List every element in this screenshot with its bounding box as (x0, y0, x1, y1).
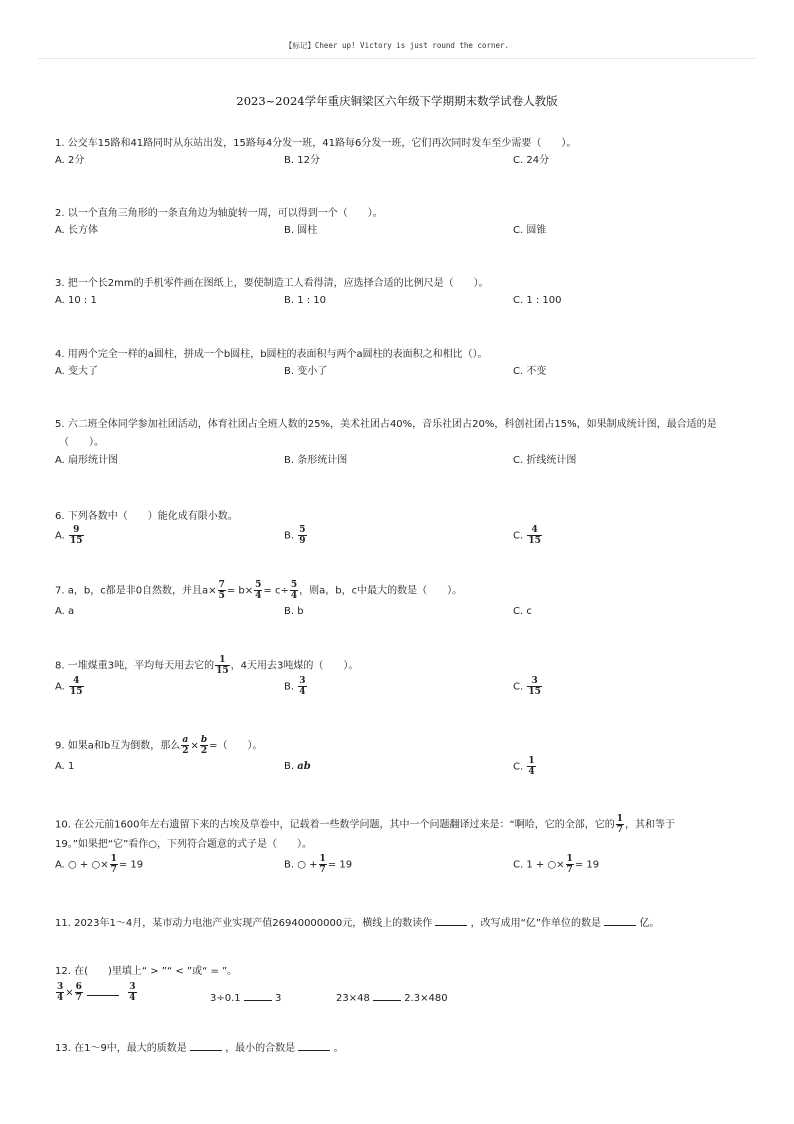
denominator: 5 (218, 591, 225, 601)
stem-text: 7. a，b，c都是非0自然数，并且a× (55, 585, 217, 597)
fraction (527, 676, 542, 697)
answer-blank[interactable] (298, 1040, 330, 1051)
option-c: C. c (513, 606, 532, 617)
fraction (215, 655, 230, 676)
denominator: 2 (182, 746, 189, 756)
header-note: 【标记】Cheer up! Victory is just round the corner. (284, 41, 510, 50)
stem-text: ，则a，b，c中最大的数是（ ）。 (299, 585, 463, 597)
numerator: 1 (528, 756, 535, 766)
answer-blank[interactable] (435, 915, 467, 926)
fraction (56, 982, 64, 1003)
option-c (513, 756, 537, 777)
expression-left: 23×48 (336, 993, 370, 1004)
question-8 (55, 655, 745, 702)
numerator: 4 (69, 676, 84, 687)
option-label: A. ○ + ○× (55, 859, 109, 871)
stem-text: 13. 在1～9中，最大的质数是 (55, 1043, 187, 1054)
option-b: B. 1 : 10 (284, 295, 327, 306)
numerator: 3 (57, 982, 64, 992)
option-label: B. (284, 681, 295, 693)
question-stem (55, 580, 745, 601)
option-label: C. (513, 681, 524, 693)
option-a: A. 长方体 (55, 225, 99, 236)
fraction (75, 982, 83, 1003)
option-a: A. 扇形统计图 (55, 455, 119, 466)
question-2 (55, 205, 745, 240)
denominator: 4 (290, 591, 298, 601)
page-title: 2023~2024学年重庆铜梁区六年级下学期期末数学试卷人教版 (236, 94, 558, 108)
option-label: A. (55, 530, 65, 542)
option-c: C. 圆锥 (513, 225, 547, 236)
question-5 (55, 416, 745, 470)
option-a: A. 变大了 (55, 366, 99, 377)
option-label: C. (513, 530, 524, 542)
question-stem-continued: （ ）。 (59, 437, 104, 448)
denominator: 2 (200, 746, 208, 756)
comparison-2 (210, 990, 281, 1007)
fraction (527, 756, 535, 777)
fraction (527, 525, 542, 546)
numerator: 5 (255, 580, 262, 590)
option-b (284, 758, 311, 775)
fraction (69, 676, 84, 697)
fraction (290, 580, 298, 601)
option-b: B. 变小了 (284, 366, 328, 377)
question-13 (55, 1040, 745, 1057)
option-b: B. 圆柱 (284, 225, 318, 236)
question-stem (55, 814, 745, 835)
numerator: 9 (69, 525, 84, 536)
option-c (513, 854, 599, 875)
numerator: 3 (129, 982, 136, 992)
fraction (319, 854, 327, 875)
question-3 (55, 275, 745, 310)
numerator: 7 (218, 580, 225, 590)
denominator: 4 (299, 687, 306, 697)
numerator: 4 (527, 525, 542, 536)
option-a: A. a (55, 606, 75, 617)
question-4 (55, 346, 745, 381)
option-a (55, 525, 85, 546)
option-c: C. 24分 (513, 155, 550, 166)
option-text: = 19 (118, 859, 144, 871)
stem-text: ，4天用去3吨煤的（ ）。 (230, 660, 359, 672)
option-text: = 19 (574, 859, 600, 871)
numerator: 1 (215, 655, 230, 666)
option-label: C. 1 + ○× (513, 859, 565, 871)
option-b: B. 12分 (284, 155, 320, 166)
fraction (218, 580, 226, 601)
fraction (254, 580, 262, 601)
question-stem: 5. 六二班全体同学参加社团活动，体育社团占全班人数的25%，美术社团占40%，音乐社团占20%，科创社团占15%，如果制成统计图，最合适的是 (55, 419, 717, 430)
fraction (616, 814, 624, 835)
expression-left: 3÷0.1 (210, 993, 241, 1004)
question-stem: 4. 用两个完全一样的a圆柱，拼成一个b圆柱，b圆柱的表面积与两个a圆柱的表面积之和相比（）。 (55, 349, 488, 360)
stem-text: 亿。 (639, 918, 660, 929)
denominator: 15 (528, 536, 541, 546)
question-9 (55, 735, 745, 782)
question-11 (55, 915, 745, 932)
option-label: B. ○ + (284, 859, 318, 871)
option-c (513, 676, 543, 697)
denominator: 7 (75, 993, 82, 1003)
denominator: 4 (255, 591, 262, 601)
option-label: B. (284, 530, 295, 542)
answer-blank[interactable] (373, 990, 401, 1001)
denominator: 9 (299, 536, 306, 546)
numerator: 1 (319, 854, 326, 864)
option-a: A. 10 : 1 (55, 295, 97, 306)
numerator: 1 (110, 854, 117, 864)
question-stem-continued: 19。”如果把“它”看作○，下列符合题意的式子是（ ）。 (55, 839, 312, 850)
fraction (69, 525, 84, 546)
option-c (513, 525, 543, 546)
numerator: 5 (290, 580, 298, 590)
stem-text: =（ ）。 (209, 740, 263, 752)
numerator: 3 (299, 676, 306, 686)
stem-text: 11. 2023年1～4月，某市动力电池产业实现产值26940000000元，横线上的数读作 (55, 918, 433, 929)
numerator: 3 (527, 676, 542, 687)
option-a (55, 676, 85, 697)
stem-text: = c÷ (263, 585, 289, 597)
denominator: 15 (70, 536, 83, 546)
denominator: 4 (57, 993, 64, 1003)
question-6 (55, 508, 745, 551)
question-12 (55, 963, 745, 1012)
numerator: 1 (566, 854, 573, 864)
option-b (284, 525, 308, 546)
option-text: = 19 (327, 859, 353, 871)
question-stem (55, 1040, 745, 1057)
comparison-1 (55, 982, 138, 1003)
question-stem: 3. 把一个长2mm的手机零件画在图纸上，要使制造工人看得清，应选择合适的比例尺是（ ）。 (55, 278, 489, 289)
times-sign: × (190, 740, 199, 752)
numerator: 6 (75, 982, 82, 992)
stem-text: 9. 如果a和b互为倒数，那么 (55, 740, 181, 752)
comparison-3 (336, 990, 448, 1007)
fraction (298, 525, 306, 546)
option-c: C. 1 : 100 (513, 295, 562, 306)
denominator: 15 (70, 687, 83, 697)
denominator: 7 (319, 865, 326, 875)
option-label: A. (55, 681, 65, 693)
question-1 (55, 135, 745, 170)
numerator: b (200, 735, 208, 745)
option-label: B. (284, 761, 295, 772)
stem-text: ，改写成用“亿”作单位的数是 (470, 918, 601, 929)
numerator: a (182, 735, 189, 745)
question-stem: 6. 下列各数中（ ）能化成有限小数。 (55, 511, 238, 522)
denominator: 15 (528, 687, 541, 697)
fraction (128, 982, 136, 1003)
numerator: 1 (616, 814, 623, 824)
denominator: 15 (216, 666, 229, 676)
option-b (284, 854, 352, 875)
question-stem (55, 655, 745, 676)
option-label: C. (513, 761, 524, 773)
numerator: 5 (299, 525, 306, 535)
question-stem: 2. 以一个直角三角形的一条直角边为轴旋转一周，可以得到一个（ ）。 (55, 208, 383, 219)
fraction (181, 735, 189, 756)
stem-text: 8. 一堆煤重3吨，平均每天用去它的 (55, 660, 215, 672)
answer-blank[interactable] (87, 985, 119, 996)
answer-blank[interactable] (604, 915, 636, 926)
option-b: B. b (284, 606, 304, 617)
denominator: 4 (528, 767, 535, 777)
option-c: C. 不变 (513, 366, 547, 377)
times-sign: × (65, 987, 74, 999)
header-divider (38, 58, 756, 59)
denominator: 4 (129, 993, 136, 1003)
stem-text: 。 (333, 1043, 344, 1054)
option-b: B. 条形统计图 (284, 455, 348, 466)
question-stem (55, 735, 745, 756)
fraction (200, 735, 208, 756)
stem-text: 10. 在公元前1600年左右遗留下来的古埃及草卷中，记载着一些数学问题，其中一个问题翻译过来是：“啊哈，它的全部，它的 (55, 819, 615, 831)
answer-blank[interactable] (244, 990, 272, 1001)
fraction (566, 854, 574, 875)
option-c: C. 折线统计图 (513, 455, 577, 466)
expression-right: 3 (275, 993, 282, 1004)
stem-text: = b× (226, 585, 254, 597)
question-stem: 12. 在( )里填上“ > ”“ < ”或“ = ”。 (55, 966, 238, 977)
option-b (284, 676, 308, 697)
option-a: A. 2分 (55, 155, 85, 166)
question-stem: 1. 公交车15路和41路同时从东站出发，15路每4分发一班，41路每6分发一班，它们再次同时发车至少需要（ ）。 (55, 138, 577, 149)
denominator: 7 (110, 865, 117, 875)
fraction (298, 676, 306, 697)
expression-right: 2.3×480 (404, 993, 448, 1004)
stem-text: ，其和等于 (624, 819, 675, 831)
question-10 (55, 814, 745, 880)
option-value: ab (297, 761, 311, 772)
denominator: 7 (616, 825, 623, 835)
option-a (55, 854, 143, 875)
question-stem (55, 915, 745, 932)
answer-blank[interactable] (190, 1040, 222, 1051)
stem-text: ，最小的合数是 (225, 1043, 296, 1054)
option-a: A. 1 (55, 761, 75, 772)
question-7 (55, 580, 745, 621)
fraction (110, 854, 118, 875)
denominator: 7 (566, 865, 573, 875)
